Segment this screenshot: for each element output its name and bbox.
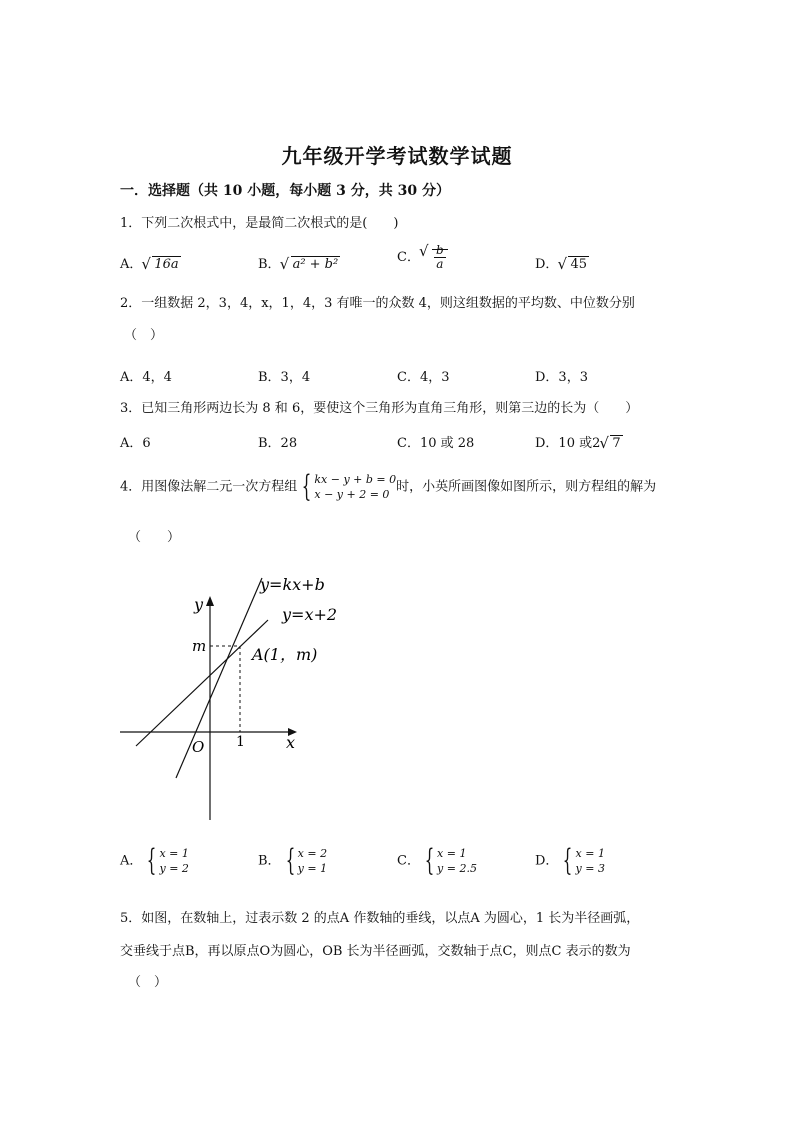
- page-title: 九年级开学考试数学试题: [281, 144, 513, 168]
- q3-option-c: C．10 或 28: [397, 436, 475, 451]
- q4-graph: [100, 560, 360, 830]
- q2-paren: （ ）: [124, 328, 164, 343]
- q3-option-a: A．6: [120, 436, 151, 451]
- q1-stem: 1．下列二次根式中，是最简二次根式的是( ): [120, 216, 399, 231]
- m-label: m: [192, 637, 207, 655]
- q5-line2: 交垂线于点B，再以原点O为圆心，OB 长为半径画弧，交数轴于点C，则点C 表示的数为: [120, 944, 631, 959]
- equation-system: { kx − y + b = 0 x − y + 2 = 0: [302, 469, 397, 504]
- line-kx-plus-b: [176, 578, 262, 778]
- point-a-label: A(1，m): [252, 645, 318, 664]
- q4-option-a: A． { x = 1 y = 2: [120, 843, 189, 878]
- sqrt-symbol: √ a² + b²: [281, 257, 341, 272]
- q2-option-d: D．3，3: [535, 370, 588, 385]
- one-label: 1: [236, 734, 245, 750]
- y-axis-arrow: [206, 596, 214, 606]
- sqrt-symbol: √ 7: [600, 436, 622, 451]
- sqrt-symbol: √ $\frac{b}{a}$: [420, 244, 448, 271]
- q1-option-b: B．√ a² + b²: [258, 253, 340, 272]
- q4-paren: （ ）: [128, 530, 181, 545]
- line-label-kx-plus-b: y=kx+b: [260, 575, 325, 594]
- x-axis-label: x: [286, 733, 296, 752]
- sqrt-symbol: √ 16a: [142, 257, 180, 272]
- q1-option-a: A．√ 16a: [120, 253, 181, 272]
- section-heading: 一．选择题（共 10 小题，每小题 3 分，共 30 分）: [120, 183, 450, 199]
- q4-stem: 4．用图像法解二元一次方程组 { kx − y + b = 0 x − y + 2 = 0 时，小英所画图像如图所示，则方程组的解为: [120, 469, 657, 504]
- sqrt-symbol: √ 45: [558, 257, 589, 272]
- q2-option-b: B．3，4: [258, 370, 311, 385]
- origin-label: O: [192, 738, 205, 756]
- q2-stem: 2．一组数据 2，3，4，x，1，4，3 有唯一的众数 4，则这组数据的平均数、中位数分别: [120, 296, 635, 311]
- q1-option-c: C． √ $\frac{b}{a}$: [397, 244, 448, 271]
- q3-stem: 3．已知三角形两边长为 8 和 6，要使这个三角形为直角三角形，则第三边的长为（ ）: [120, 401, 639, 416]
- y-axis-label: y: [194, 595, 204, 614]
- q5-line1: 5．如图，在数轴上，过表示数 2 的点A 作数轴的垂线，以点A 为圆心，1 长为半径画弧，: [120, 911, 640, 926]
- q3-option-b: B．28: [258, 436, 298, 451]
- q4-option-b: B． { x = 2 y = 1: [258, 843, 328, 878]
- q4-option-d: D． { x = 1 y = 3: [535, 843, 605, 878]
- q2-option-c: C．4，3: [397, 370, 450, 385]
- q1-option-d: D．√ 45: [535, 253, 589, 272]
- q5-paren: （ ）: [128, 975, 168, 990]
- q4-option-c: C． { x = 1 y = 2.5: [397, 843, 477, 878]
- line-label-x-plus-2: y=x+2: [282, 605, 338, 624]
- q2-option-a: A．4，4: [120, 370, 172, 385]
- q3-option-d: D．10 或2√ 7: [535, 432, 623, 451]
